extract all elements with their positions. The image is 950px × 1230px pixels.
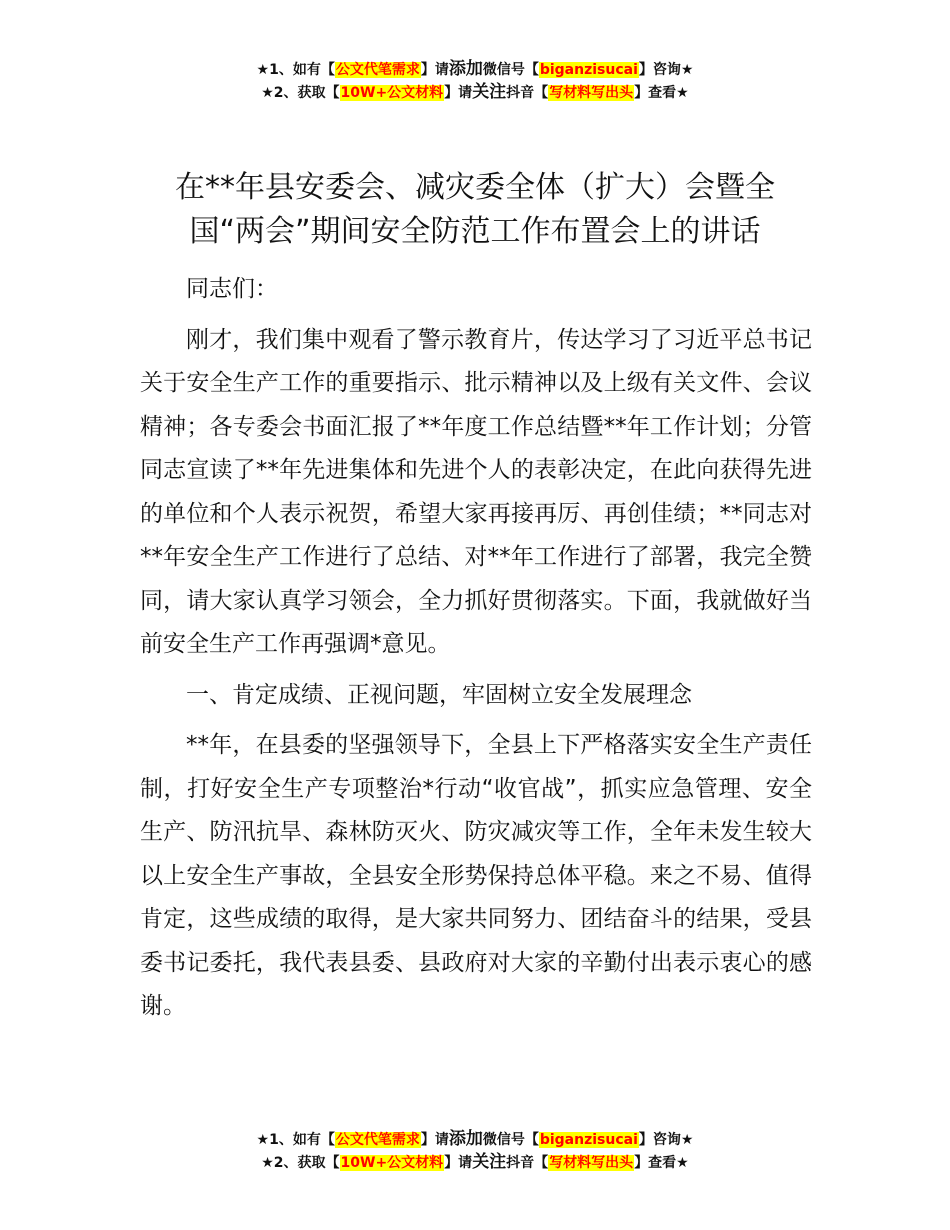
footer-banner: [0, 1128, 950, 1174]
banner-highlight-wechat-id: biganzisucai: [539, 1132, 638, 1148]
banner-text: ★1、如有【: [256, 62, 335, 78]
body-paragraph: **年，在县委的坚强领导下，全县上下严格落实安全生产责任制，打好安全生产专项整治*行动“收官战”，抓实应急管理、安全生产、防汛抗旱、森林防灭火、防灾减灾等工作，全年未发生较大以上安全生产事故，全县安全形势保持总体平稳。来之不易、值得肯定，这些成绩的取得，是大家共同努力、团结奋斗的结果，受县委书记委托，我代表县委、县政府对大家的辛勤付出表示衷心的感谢。: [140, 732, 812, 1019]
banner-emphasis: 关注: [472, 1152, 507, 1172]
salutation: 同志们：: [186, 276, 278, 302]
banner-text: ★2、获取【: [261, 1155, 340, 1171]
section-heading: 一、肯定成绩、正视问题，牢固树立安全发展理念: [186, 681, 692, 708]
banner-emphasis: 添加: [448, 1129, 483, 1149]
banner-text: 】查看★: [634, 85, 689, 101]
banner-emphasis: 关注: [472, 82, 507, 102]
header-banner: [0, 58, 950, 104]
banner-text: 】查看★: [634, 1155, 689, 1171]
banner-highlight-materials: 10W+公文材料: [340, 85, 444, 101]
footer-banner-line-2: [0, 1151, 950, 1174]
banner-highlight-service: 公文代笔需求: [335, 62, 420, 78]
banner-emphasis: 添加: [448, 59, 483, 79]
banner-text: ★2、获取【: [261, 85, 340, 101]
footer-banner-line-1: [0, 1128, 950, 1151]
header-banner-line-1: [0, 58, 950, 81]
banner-highlight-materials: 10W+公文材料: [340, 1155, 444, 1171]
document-body: [140, 268, 812, 1036]
banner-text: 】请: [444, 1155, 473, 1171]
banner-highlight-service: 公文代笔需求: [335, 1132, 420, 1148]
banner-text: 】请: [420, 1132, 449, 1148]
banner-text: 抖音【: [506, 85, 549, 101]
banner-text: 微信号【: [482, 1132, 539, 1148]
banner-highlight-wechat-id: biganzisucai: [539, 62, 638, 78]
banner-text: 】请: [444, 85, 473, 101]
header-banner-line-2: [0, 81, 950, 104]
banner-text: 微信号【: [482, 62, 539, 78]
banner-highlight-douyin-account: 写材料写出头: [549, 1155, 634, 1171]
banner-text: 】请: [420, 62, 449, 78]
banner-text: 抖音【: [506, 1155, 549, 1171]
banner-highlight-douyin-account: 写材料写出头: [549, 85, 634, 101]
banner-text: 】咨询★: [638, 62, 694, 78]
banner-text: 】咨询★: [638, 1132, 694, 1148]
body-paragraph: 刚才，我们集中观看了警示教育片，传达学习了习近平总书记关于安全生产工作的重要指示、批示精神以及上级有关文件、会议精神；各专委会书面汇报了**年度工作总结暨**年工作计划；分管同志宣读了**年先进集体和先进个人的表彰决定，在此向获得先进的单位和个人表示祝贺，希望大家再接再厉、再创佳绩；**同志对**年安全生产工作进行了总结、对**年工作进行了部署，我完全赞同，请大家认真学习领会，全力抓好贯彻落实。下面，我就做好当前安全生产工作再强调*意见。: [140, 326, 812, 657]
document-title: 在**年县安委会、减灾委全体（扩大）会暨全国“两会”期间安全防范工作布置会上的讲话: [175, 170, 775, 249]
banner-text: ★1、如有【: [256, 1132, 335, 1148]
